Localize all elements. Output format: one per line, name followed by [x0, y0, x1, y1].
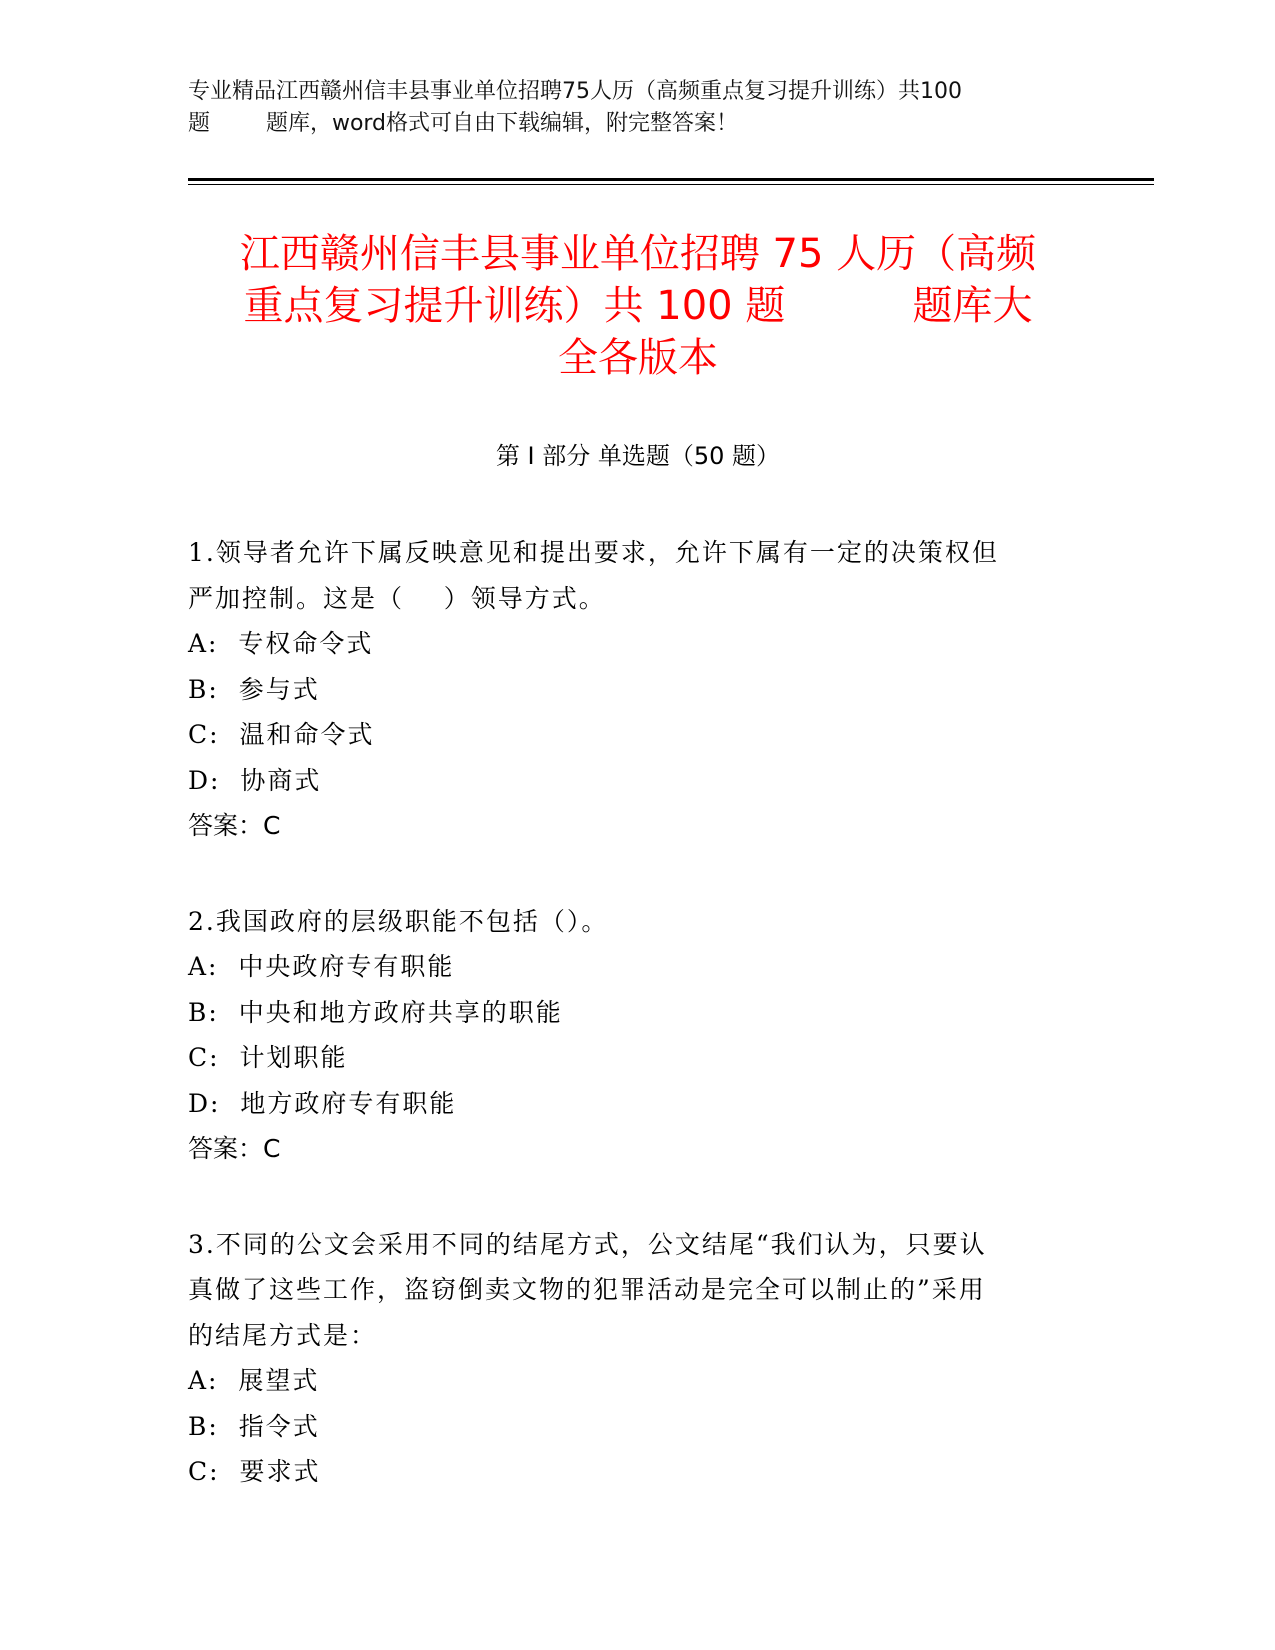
question-3-option-b: B: 指令式 [188, 1411, 320, 1441]
question-1-option-b: B: 参与式 [188, 674, 320, 704]
document-header [188, 76, 1068, 140]
question-1 [188, 530, 1068, 849]
header-line-2: 题 题库，word格式可自由下载编辑，附完整答案！ [188, 111, 739, 136]
question-3-option-a: A: 展望式 [188, 1366, 320, 1395]
section-title: 第 I 部分 单选题（50 题） [495, 442, 781, 470]
question-2-option-c: C: 计划职能 [188, 1043, 348, 1072]
question-1-answer: 答案：C [188, 811, 281, 840]
header-rule-thick [188, 178, 1154, 181]
document-title [188, 228, 1088, 384]
question-1-stem-line-1: 1.领导者允许下属反映意见和提出要求，允许下属有一定的决策权但 [188, 538, 999, 567]
question-3-stem-line-2: 真做了这些工作，盗窃倒卖文物的犯罪活动是完全可以制止的”采用 [188, 1275, 986, 1304]
question-3-stem-line-1: 3.不同的公文会采用不同的结尾方式，公文结尾“我们认为，只要认 [188, 1229, 987, 1259]
question-1-option-c: C: 温和命令式 [188, 720, 375, 749]
question-2-answer: 答案：C [188, 1134, 281, 1163]
title-line-3: 全各版本 [558, 335, 718, 381]
question-2-option-d: D: 地方政府专有职能 [188, 1088, 457, 1118]
question-1-option-d: D: 协商式 [188, 765, 322, 795]
question-3-stem-line-3: 的结尾方式是： [188, 1320, 378, 1350]
question-3-option-c: C: 要求式 [188, 1457, 321, 1486]
question-list [188, 530, 1068, 1545]
question-2-stem-line-1: 2.我国政府的层级职能不包括（）。 [188, 906, 609, 936]
question-1-stem-line-2: 严加控制。这是（ ）领导方式。 [188, 583, 606, 613]
question-3 [188, 1222, 1068, 1495]
title-line-2: 重点复习提升训练）共 100 题 题库大 [243, 283, 1033, 329]
title-line-1: 江西赣州信丰县事业单位招聘 75 人历（高频 [239, 231, 1037, 277]
question-2-option-b: B: 中央和地方政府共享的职能 [188, 997, 563, 1027]
question-2 [188, 899, 1068, 1172]
header-rule-thin [188, 184, 1154, 185]
question-2-option-a: A: 中央政府专有职能 [188, 952, 455, 981]
header-line-1: 专业精品江西赣州信丰县事业单位招聘75人历（高频重点复习提升训练）共100 [188, 79, 962, 104]
question-1-option-a: A: 专权命令式 [188, 629, 374, 658]
